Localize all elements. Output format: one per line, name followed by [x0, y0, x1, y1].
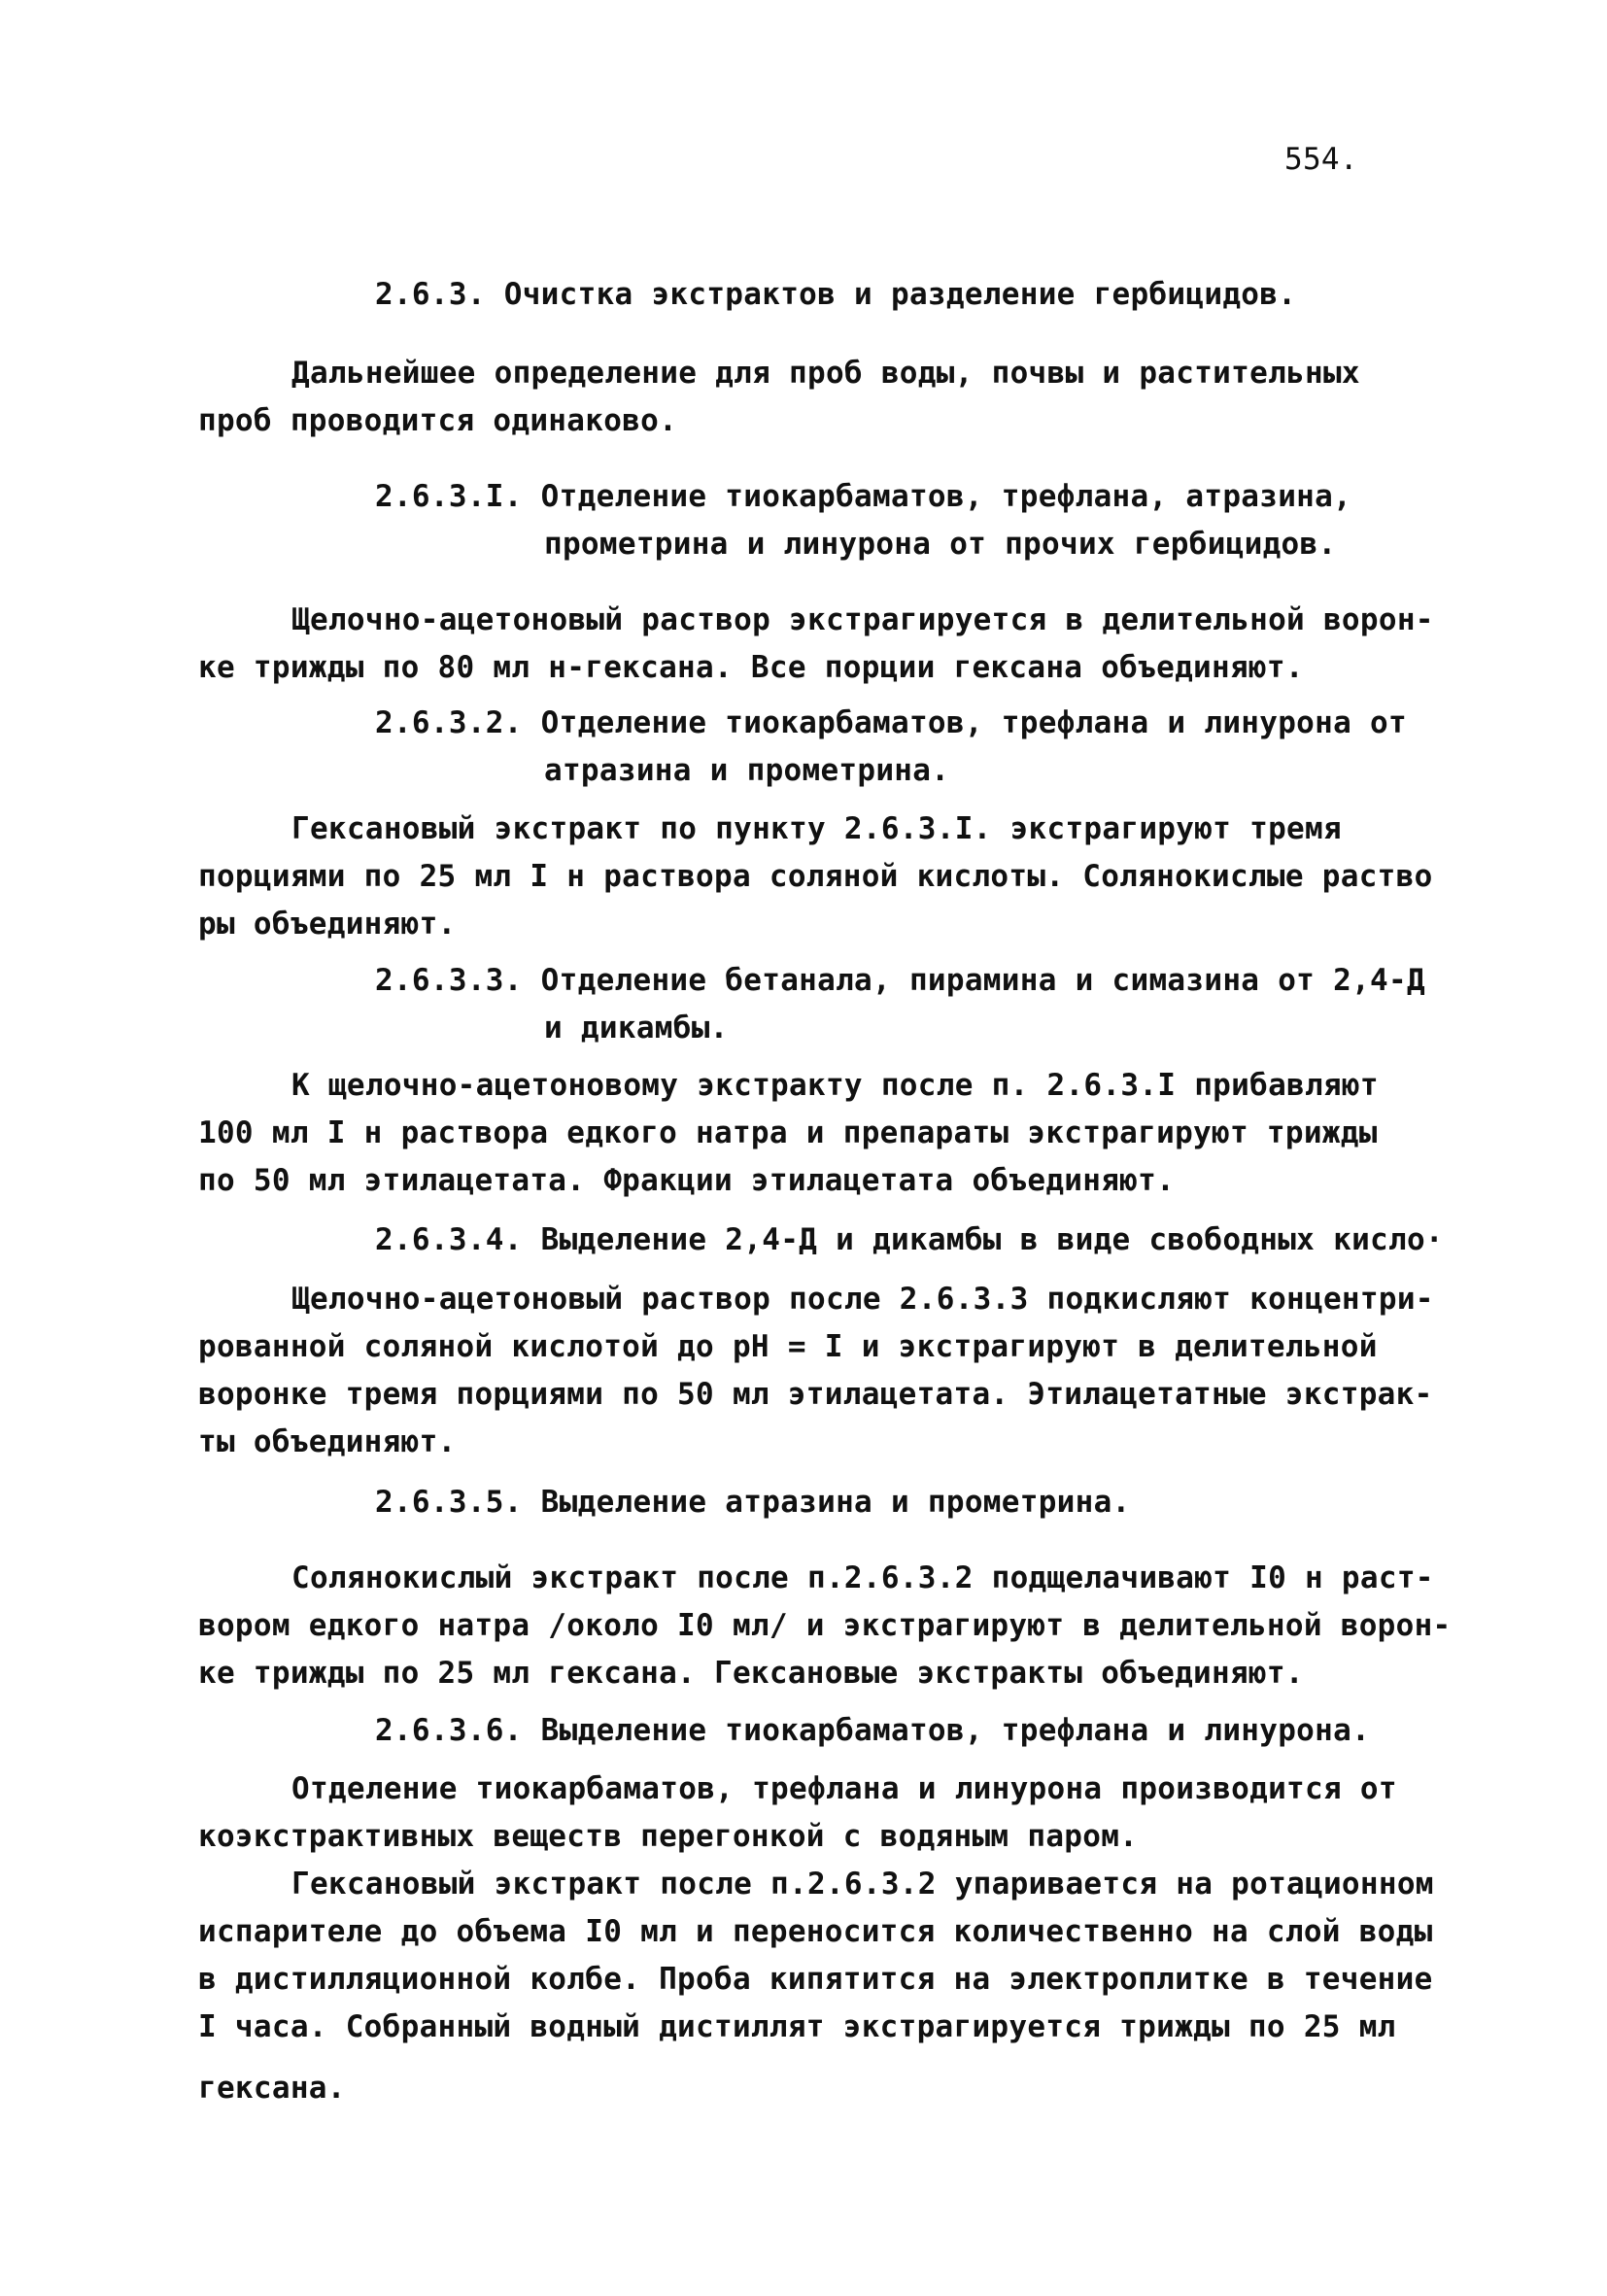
- text-line: ры объединяют.: [198, 907, 457, 942]
- text-line: коэкстрактивных веществ перегонкой с водяным паром.: [198, 1819, 1139, 1854]
- text-line: Солянокислый экстракт после п.2.6.3.2 подщелачивают I0 н раст-: [291, 1560, 1434, 1595]
- section-heading-2-6-3: 2.6.3. Очистка экстрактов и разделение гербицидов.: [375, 277, 1297, 312]
- text-line: Дальнейшее определение для проб воды, почвы и растительных: [291, 356, 1360, 391]
- text-line: I часа. Собранный водный дистиллят экстрагируется трижды по 25 мл: [198, 2009, 1396, 2044]
- text-line: гексана.: [198, 2071, 346, 2106]
- text-line: в дистилляционной колбе. Проба кипятится на электроплитке в течение: [198, 1962, 1433, 1997]
- subsection-heading-continuation: прометрина и линурона от прочих гербицидов.: [544, 527, 1337, 562]
- text-line: Гексановый экстракт после п.2.6.3.2 упаривается на ротационном: [291, 1867, 1434, 1902]
- text-line: ты объединяют.: [198, 1424, 457, 1459]
- text-line: воронке тремя порциями по 50 мл этилацетата. Этилацетатные экстрак-: [198, 1377, 1433, 1412]
- subsection-heading-2-6-3-5: 2.6.3.5. Выделение атразина и прометрина.: [375, 1485, 1131, 1520]
- text-line: по 50 мл этилацетата. Фракции этилацетата объединяют.: [198, 1163, 1176, 1198]
- text-line: Щелочно-ацетоновый раствор после 2.6.3.3 подкисляют концентри-: [291, 1282, 1434, 1317]
- text-line: порциями по 25 мл I н раствора соляной кислоты. Солянокислые раство: [198, 859, 1433, 894]
- text-line: ке трижды по 80 мл н-гексана. Все порции гексана объединяют.: [198, 650, 1304, 685]
- text-line: вором едкого натра /около I0 мл/ и экстрагируют в делительной ворон-: [198, 1608, 1452, 1643]
- subsection-heading-2-6-3-2: 2.6.3.2. Отделение тиокарбаматов, трефлана и линурона от: [375, 705, 1407, 740]
- text-line: рованной соляной кислотой до pH = I и экстрагируют в делительной: [198, 1329, 1378, 1364]
- subsection-heading-continuation: атразина и прометрина.: [544, 753, 950, 788]
- subsection-heading-continuation: и дикамбы.: [544, 1011, 729, 1045]
- text-line: проб проводится одинаково.: [198, 403, 678, 438]
- text-line: К щелочно-ацетоновому экстракту после п. 2.6.3.I прибавляют: [291, 1068, 1379, 1103]
- subsection-heading-2-6-3-6: 2.6.3.6. Выделение тиокарбаматов, трефлана и линурона.: [375, 1713, 1371, 1748]
- text-line: Гексановый экстракт по пункту 2.6.3.I. экстрагируют тремя: [291, 811, 1342, 846]
- text-line: Отделение тиокарбаматов, трефлана и линурона производится от: [291, 1771, 1397, 1806]
- page-number: 554.: [1284, 142, 1358, 177]
- text-line: Щелочно-ацетоновый раствор экстрагируется в делительной ворон-: [291, 602, 1434, 637]
- subsection-heading-2-6-3-4: 2.6.3.4. Выделение 2,4-Д и дикамбы в виде свободных кисло·: [375, 1222, 1444, 1257]
- text-line: ке трижды по 25 мл гексана. Гексановые экстракты объединяют.: [198, 1656, 1304, 1691]
- text-line: 100 мл I н раствора едкого натра и препараты экстрагируют трижды: [198, 1115, 1378, 1150]
- subsection-heading-2-6-3-3: 2.6.3.3. Отделение бетанала, пирамина и симазина от 2,4-Д: [375, 963, 1425, 998]
- subsection-heading-2-6-3-1: 2.6.3.I. Отделение тиокарбаматов, трефлана, атразина,: [375, 479, 1352, 514]
- text-line: испарителе до объема I0 мл и переносится количественно на слой воды: [198, 1914, 1433, 1949]
